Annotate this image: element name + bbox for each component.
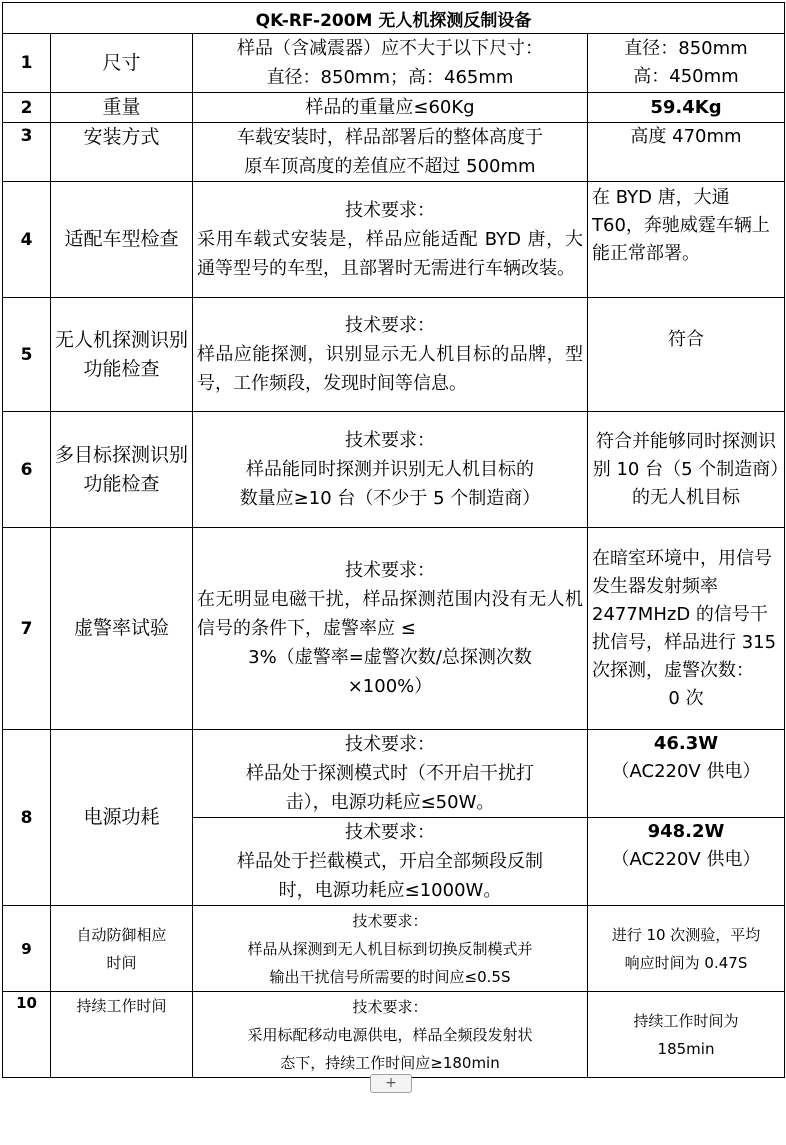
requirement-cell: [193, 298, 588, 412]
res-line: 在暗室环境中，用信号发生器发射频率 2477MHzD 的信号干扰信号，样品进行 315 次探测，虚警次数：: [592, 547, 777, 681]
table-row: [3, 906, 785, 992]
result-cell: [588, 412, 785, 528]
requirement-cell: [193, 34, 588, 93]
res-line: 0 次: [668, 687, 704, 709]
req-line: 样品应能探测，识别显示无人机目标的品牌，型号，工作频段，发现时间等信息。: [197, 344, 583, 394]
req-line: 样品处于拦截模式，开启全部频段反制: [237, 851, 543, 872]
req-line: 样品的重量应≤60Kg: [305, 97, 475, 118]
item-cell: 重量: [51, 93, 193, 123]
spec-table: [2, 2, 785, 1078]
res-line: 在 BYD 唐，大通 T60，奔驰威霆车辆上能正常部署。: [592, 187, 770, 264]
row-number: 1: [3, 34, 51, 93]
req-line: 技术要求：: [345, 822, 435, 843]
row-number: 3: [3, 123, 51, 182]
row-number: 6: [3, 412, 51, 528]
req-line: 直径：850mm；高：465mm: [266, 67, 514, 88]
item-cell: 持续工作时间: [51, 992, 193, 1078]
row-number: 2: [3, 93, 51, 123]
row-number: 4: [3, 182, 51, 298]
item-line: 自动防御相应: [76, 925, 167, 944]
req-line: 车载安装时，样品部署后的整体高度于: [237, 127, 543, 148]
item-cell: 多目标探测识别功能检查: [51, 412, 193, 528]
table-row: [3, 123, 785, 182]
result-cell: [588, 906, 785, 992]
add-row-button[interactable]: [370, 1074, 412, 1093]
req-line: 技术要求：: [345, 430, 435, 451]
res-line: 185min: [657, 1039, 715, 1058]
item-cell: 适配车型检查: [51, 182, 193, 298]
requirement-cell: [193, 818, 588, 906]
table-row: [3, 298, 785, 412]
req-line: 原车顶高度的差值应不超过 500mm: [244, 156, 536, 177]
requirement-cell: [193, 906, 588, 992]
table-row: [3, 34, 785, 93]
row-number: 5: [3, 298, 51, 412]
req-line: 技术要求：: [345, 560, 435, 581]
item-cell: 安装方式: [51, 123, 193, 182]
req-line: 技术要求：: [345, 315, 435, 336]
req-line: 击），电源功耗应≤50W。: [285, 792, 495, 813]
res-line: （AC220V 供电）: [611, 849, 761, 870]
table-row: [3, 528, 785, 730]
req-line: 样品（含减震器）应不大于以下尺寸：: [237, 38, 543, 59]
result-cell: [588, 730, 785, 818]
plus-icon: +: [385, 1075, 397, 1091]
table-row: [3, 412, 785, 528]
table-row: [3, 93, 785, 123]
res-line: 持续工作时间为: [633, 1011, 739, 1030]
item-cell: 虚警率试验: [51, 528, 193, 730]
row-number: 9: [3, 906, 51, 992]
row-number: 7: [3, 528, 51, 730]
requirement-cell: [193, 992, 588, 1078]
item-line: 时间: [106, 953, 137, 972]
req-line: 技术要求：: [345, 200, 435, 221]
result-cell: [588, 528, 785, 730]
res-line: 符合: [668, 329, 704, 350]
req-line: 输出干扰信号所需要的时间应≤0.5S: [269, 967, 511, 986]
req-line: ×100%）: [347, 676, 433, 697]
table-row: [3, 182, 785, 298]
req-line: 数量应≥10 台（不少于 5 个制造商）: [239, 488, 541, 509]
req-line: 态下，持续工作时间应≥180min: [280, 1053, 500, 1072]
title-row: [3, 3, 785, 34]
res-line: 高度 470mm: [630, 126, 742, 147]
res-line: 进行 10 次测验，平均: [611, 925, 761, 944]
result-cell: [588, 818, 785, 906]
item-cell: 无人机探测识别功能检查: [51, 298, 193, 412]
res-line: （AC220V 供电）: [611, 761, 761, 782]
item-cell: 尺寸: [51, 34, 193, 93]
result-cell: [588, 93, 785, 123]
table-row: [3, 992, 785, 1078]
requirement-cell: [193, 412, 588, 528]
res-line: 46.3W: [653, 733, 719, 754]
item-cell: 电源功耗: [51, 730, 193, 906]
res-line: 59.4Kg: [650, 96, 722, 118]
res-line: 直径：850mm: [624, 38, 748, 59]
table-row: [3, 730, 785, 818]
item-cell: [51, 906, 193, 992]
req-line: 时，电源功耗应≤1000W。: [278, 880, 502, 901]
req-line: 样品从探测到无人机目标到切换反制模式并: [247, 939, 533, 958]
table-title: QK-RF-200M 无人机探测反制设备: [3, 3, 785, 34]
req-line: 技术要求：: [345, 734, 435, 755]
result-cell: [588, 34, 785, 93]
requirement-cell: [193, 182, 588, 298]
requirement-cell: [193, 730, 588, 818]
res-line: 高：450mm: [633, 66, 739, 87]
req-line: 技术要求：: [352, 997, 428, 1016]
req-line: 样品处于探测模式时（不开启干扰打: [246, 763, 534, 784]
res-line: 948.2W: [647, 821, 725, 842]
req-line: 采用标配移动电源供电，样品全频段发射状: [247, 1025, 533, 1044]
res-line: 符合并能够同时探测识别 10 台（5 个制造商）的无人机目标: [592, 430, 780, 508]
res-line: 响应时间为 0.47S: [624, 953, 748, 972]
requirement-cell: [193, 528, 588, 730]
req-line: 样品能同时探测并识别无人机目标的: [246, 459, 534, 480]
result-cell: [588, 123, 785, 182]
row-number: 8: [3, 730, 51, 906]
req-line: 在无明显电磁干扰，样品探测范围内没有无人机信号的条件下，虚警率应 ≤: [197, 589, 583, 639]
result-cell: [588, 182, 785, 298]
row-number: 10: [3, 992, 51, 1078]
req-line: 技术要求：: [352, 911, 428, 930]
req-line: 采用车载式安装是，样品应能适配 BYD 唐，大通等型号的车型，且部署时无需进行车辆改装。: [197, 229, 583, 279]
req-line: 3%（虚警率=虚警次数/总探测次数: [248, 647, 532, 668]
result-cell: [588, 992, 785, 1078]
requirement-cell: [193, 93, 588, 123]
requirement-cell: [193, 123, 588, 182]
result-cell: [588, 298, 785, 412]
